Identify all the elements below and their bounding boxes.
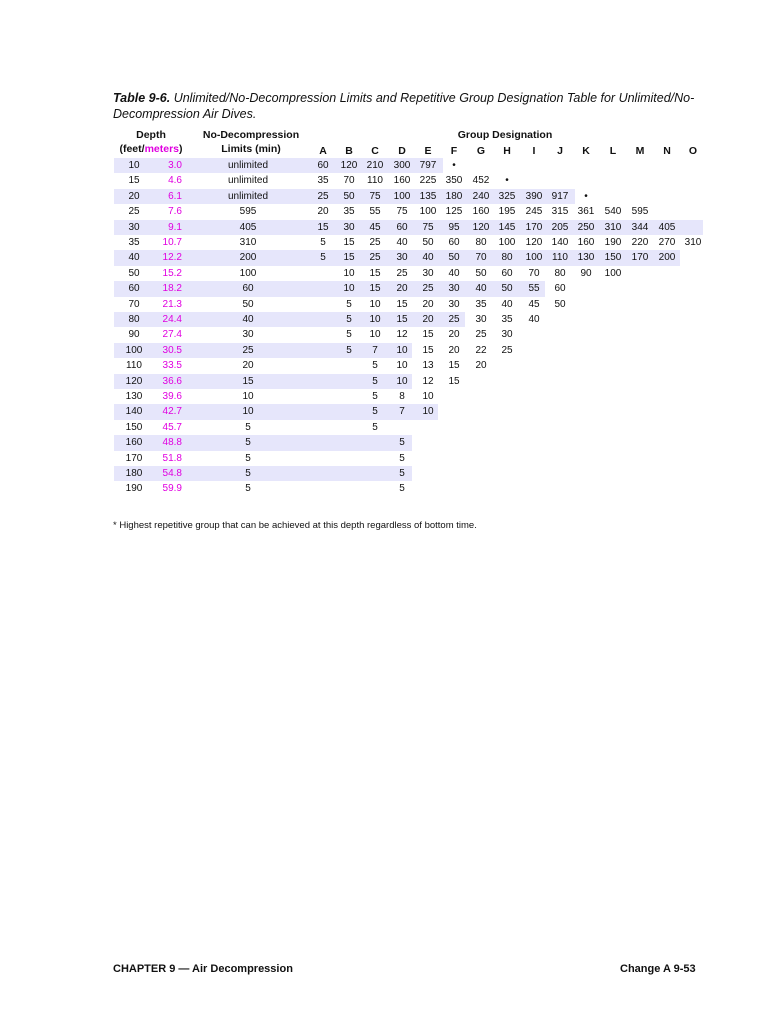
group-cell: 10	[422, 406, 434, 418]
depth-meters-cell: 24.4	[162, 314, 182, 325]
group-cell: 5	[372, 360, 378, 372]
ndl-header	[196, 128, 306, 156]
group-cell: 70	[343, 175, 355, 187]
group-cell: 45	[528, 298, 540, 310]
group-cell: 5	[372, 406, 378, 418]
group-cell: 20	[448, 344, 460, 356]
depth-feet-cell: 70	[128, 298, 140, 310]
depth-header-line2	[116, 142, 186, 156]
group-header-a: A	[319, 145, 327, 157]
group-cell: 20	[396, 283, 408, 295]
group-cell: 10	[369, 314, 381, 325]
depth-feet-cell: 140	[125, 406, 143, 418]
ndl-cell: 100	[239, 267, 257, 279]
group-header-g: G	[476, 145, 486, 157]
depth-meters-cell: 4.6	[168, 175, 182, 187]
group-cell: 50	[501, 283, 513, 295]
depth-meters-cell: 42.7	[162, 406, 182, 418]
group-cell: 40	[422, 252, 434, 264]
depth-feet-cell: 110	[126, 360, 142, 372]
depth-meters-cell: 48.8	[162, 437, 182, 449]
group-cell: 5	[346, 344, 352, 356]
depth-meters-cell: 39.6	[162, 391, 182, 402]
group-cell: 30	[396, 252, 408, 264]
ndl-cell: 5	[245, 468, 251, 479]
depth-feet-cell: 20	[128, 190, 140, 202]
depth-feet-cell: 150	[125, 421, 143, 433]
depth-feet-cell: 35	[128, 237, 140, 248]
group-cell: 30	[448, 298, 460, 310]
depth-meters-cell: 30.5	[162, 344, 182, 356]
group-cell: 7	[399, 406, 405, 418]
group-cell: 100	[393, 190, 411, 202]
group-cell: 15	[396, 314, 408, 325]
group-cell: 170	[525, 221, 543, 233]
group-cell: 5	[399, 483, 405, 495]
group-cell: 95	[448, 221, 460, 233]
ndl-cell: 50	[242, 298, 254, 310]
group-cell: 205	[551, 221, 569, 233]
depth-meters-cell: 51.8	[162, 452, 182, 464]
depth-feet-cell: 160	[125, 437, 143, 449]
ndl-header-line2: Limits (min)	[221, 143, 281, 155]
footer-page: Change A 9-53	[620, 963, 696, 975]
depth-feet-cell: 120	[125, 375, 143, 387]
group-cell: 160	[472, 206, 490, 218]
group-cell: 15	[422, 344, 434, 356]
group-cell: 10	[396, 375, 408, 387]
depth-feet-cell: 15	[128, 175, 140, 187]
group-cell: 5	[372, 375, 378, 387]
group-cell: 315	[551, 206, 569, 218]
ndl-header-line1: No-Decompression	[202, 129, 300, 141]
group-cell: 55	[528, 283, 540, 295]
ndl-cell: unlimited	[227, 160, 269, 171]
group-cell: 540	[604, 206, 622, 218]
group-cell: 361	[577, 206, 595, 218]
group-cell: 25	[501, 344, 513, 356]
group-cell: 405	[658, 221, 676, 233]
ndl-cell: 30	[242, 329, 254, 341]
group-cell: 60	[396, 221, 408, 233]
group-cell: 110	[552, 252, 568, 264]
group-cell: 15	[343, 252, 355, 264]
group-cell: 5	[372, 391, 378, 402]
group-cell: 100	[419, 206, 437, 218]
depth-feet-cell: 90	[128, 329, 140, 341]
group-cell: 30	[475, 314, 487, 325]
group-cell: 5	[346, 298, 352, 310]
group-cell: 5	[399, 468, 405, 479]
ndl-cell: 5	[245, 437, 251, 449]
group-cell: 160	[577, 237, 595, 248]
group-cell: 40	[396, 237, 408, 248]
ndl-cell: 5	[245, 452, 251, 464]
group-cell: 15	[448, 360, 460, 372]
group-cell: 13	[422, 360, 434, 372]
group-cell: 60	[501, 267, 513, 279]
group-cell: 15	[396, 298, 408, 310]
group-cell: 15	[343, 237, 355, 248]
group-cell: 80	[501, 252, 513, 264]
group-cell: 145	[498, 221, 516, 233]
group-cell: 20	[448, 329, 460, 341]
group-cell: 50	[554, 298, 566, 310]
ndl-cell: 60	[242, 283, 254, 295]
ndl-cell: 405	[239, 221, 257, 233]
group-cell: 245	[525, 206, 543, 218]
depth-feet-cell: 170	[125, 452, 143, 464]
group-cell: 120	[340, 160, 358, 171]
group-cell: 180	[445, 190, 463, 202]
group-cell: 160	[393, 175, 411, 187]
group-cell: 135	[419, 190, 437, 202]
group-cell: 20	[422, 314, 434, 325]
footer-chapter: CHAPTER 9 — Air Decompression	[113, 963, 293, 975]
group-cell: 20	[317, 206, 329, 218]
group-cell: 100	[525, 252, 543, 264]
group-cell: 10	[343, 283, 355, 295]
group-cell: 310	[604, 221, 622, 233]
group-cell: 40	[528, 314, 540, 325]
depth-meters-cell: 7.6	[168, 206, 182, 218]
group-cell: 12	[422, 375, 434, 387]
group-cell: 344	[631, 221, 649, 233]
ndl-cell: 595	[239, 206, 257, 218]
group-cell: 25	[396, 267, 408, 279]
group-cell: 5	[346, 329, 352, 341]
group-cell: 40	[501, 298, 513, 310]
group-cell: 45	[369, 221, 381, 233]
group-cell: 8	[399, 391, 405, 402]
depth-meters-cell: 10.7	[162, 237, 182, 248]
group-cell: 80	[475, 237, 487, 248]
table-title: Unlimited/No-Decompression Limits and Repetitive Group Designation Table for Unlimited/No-Decompression Air Dives.	[113, 91, 695, 121]
group-cell: 5	[372, 421, 378, 433]
group-header-i: I	[532, 145, 536, 157]
group-cell: 25	[369, 237, 381, 248]
group-cell: 30	[448, 283, 460, 295]
group-cell: 10	[343, 267, 355, 279]
group-cell: 22	[475, 344, 487, 356]
table-number: Table 9-6.	[113, 91, 171, 105]
depth-feet-cell: 80	[128, 314, 140, 325]
group-cell: 5	[320, 237, 326, 248]
depth-header-line1: Depth	[136, 129, 166, 141]
group-cell: •	[505, 175, 509, 187]
group-cell: 125	[445, 206, 463, 218]
group-cell: 170	[631, 252, 649, 264]
group-cell: 120	[472, 221, 490, 233]
group-cell: 25	[317, 190, 329, 202]
group-cell: 300	[393, 160, 411, 171]
group-cell: 110	[367, 175, 383, 187]
group-cell: 10	[422, 391, 434, 402]
footnote: * Highest repetitive group that can be achieved at this depth regardless of bottom time.	[113, 520, 477, 531]
group-cell: 10	[396, 360, 408, 372]
group-cell: 35	[343, 206, 355, 218]
group-cell: 15	[369, 267, 381, 279]
group-cell: 250	[577, 221, 595, 233]
group-cell: 7	[372, 344, 378, 356]
group-cell: 310	[684, 237, 702, 248]
group-cell: 190	[604, 237, 622, 248]
group-cell: 40	[475, 283, 487, 295]
group-header-b: B	[345, 145, 353, 157]
group-cell: 60	[317, 160, 329, 171]
group-cell: 15	[369, 283, 381, 295]
depth-feet-cell: 30	[128, 221, 140, 233]
group-header-f: F	[450, 145, 458, 157]
depth-meters-cell: 21.3	[162, 298, 182, 310]
group-cell: 270	[658, 237, 676, 248]
group-cell: 210	[366, 160, 384, 171]
group-cell: 200	[658, 252, 676, 264]
depth-feet-cell: 40	[128, 252, 140, 264]
group-cell: 70	[528, 267, 540, 279]
group-cell: 60	[448, 237, 460, 248]
group-cell: 100	[604, 267, 622, 279]
ndl-cell: unlimited	[227, 175, 269, 187]
group-cell: 50	[343, 190, 355, 202]
group-header-j: J	[557, 145, 563, 157]
group-cell: 10	[369, 298, 381, 310]
ndl-cell: 20	[242, 360, 254, 372]
group-header-m: M	[635, 145, 645, 157]
depth-feet-cell: 180	[125, 468, 143, 479]
depth-meters-cell: 9.1	[168, 221, 182, 233]
group-cell: 30	[501, 329, 513, 341]
depth-meters-cell: 33.5	[162, 360, 182, 372]
depth-meters-cell: 27.4	[162, 329, 182, 341]
depth-header-feet: (feet/	[119, 143, 145, 155]
group-cell: 12	[396, 329, 408, 341]
group-cell: 80	[554, 267, 566, 279]
depth-feet-cell: 190	[125, 483, 143, 495]
depth-meters-cell: 59.9	[162, 483, 182, 495]
group-cell: 220	[631, 237, 649, 248]
group-header-d: D	[398, 145, 406, 157]
group-cell: 25	[422, 283, 434, 295]
group-cell: 5	[320, 252, 326, 264]
group-cell: 70	[475, 252, 487, 264]
ndl-cell: 25	[242, 344, 254, 356]
group-cell: 150	[604, 252, 622, 264]
group-cell: 20	[475, 360, 487, 372]
depth-meters-cell: 54.8	[162, 468, 182, 479]
group-cell: 35	[475, 298, 487, 310]
group-cell: •	[452, 160, 456, 171]
group-cell: 595	[631, 206, 649, 218]
depth-meters-cell: 3.0	[168, 160, 182, 171]
ndl-cell: 310	[239, 237, 257, 248]
ndl-cell: 5	[245, 483, 251, 495]
depth-feet-cell: 25	[128, 206, 140, 218]
group-cell: 15	[448, 375, 460, 387]
depth-meters-cell: 45.7	[162, 421, 182, 433]
group-header: Group Designation	[457, 129, 553, 141]
group-cell: 140	[551, 237, 569, 248]
group-cell: 25	[369, 252, 381, 264]
group-cell: 917	[551, 190, 569, 202]
group-cell: 30	[343, 221, 355, 233]
group-cell: 35	[501, 314, 513, 325]
group-cell: 100	[498, 237, 516, 248]
group-cell: 797	[419, 160, 437, 171]
group-cell: 75	[396, 206, 408, 218]
group-cell: 130	[577, 252, 595, 264]
group-header-n: N	[663, 145, 671, 157]
ndl-cell: 10	[242, 406, 254, 418]
ndl-cell: 5	[245, 421, 251, 433]
group-header-e: E	[424, 145, 432, 157]
group-cell: 10	[369, 329, 381, 341]
group-cell: 350	[445, 175, 463, 187]
depth-meters-cell: 18.2	[162, 283, 182, 295]
group-cell: 90	[580, 267, 592, 279]
depth-feet-cell: 10	[128, 160, 140, 171]
group-cell: 225	[419, 175, 437, 187]
depth-feet-cell: 60	[128, 283, 140, 295]
depth-feet-cell: 130	[125, 391, 143, 402]
group-cell: 452	[472, 175, 490, 187]
group-cell: 325	[498, 190, 516, 202]
ndl-cell: 15	[242, 375, 254, 387]
group-cell: 25	[448, 314, 460, 325]
group-cell: 55	[369, 206, 381, 218]
depth-header-meters: meters	[144, 143, 180, 155]
depth-header	[116, 128, 186, 156]
depth-header-close: )	[179, 143, 183, 155]
group-header-k: K	[582, 145, 590, 157]
depth-meters-cell: 15.2	[162, 267, 182, 279]
depth-feet-cell: 100	[125, 344, 143, 356]
ndl-cell: 200	[239, 252, 257, 264]
ndl-cell: unlimited	[227, 190, 269, 202]
group-cell: 25	[475, 329, 487, 341]
table-caption	[113, 90, 713, 122]
group-header-l: L	[609, 145, 617, 157]
group-cell: 5	[346, 314, 352, 325]
depth-meters-cell: 12.2	[162, 252, 182, 264]
group-cell: 120	[525, 237, 543, 248]
group-cell: 390	[525, 190, 543, 202]
group-cell: 195	[498, 206, 516, 218]
group-header-c: C	[371, 145, 379, 157]
group-cell: 15	[317, 221, 329, 233]
group-cell: 10	[396, 344, 408, 356]
group-cell: 50	[422, 237, 434, 248]
group-header-o: O	[688, 145, 698, 157]
group-cell: 5	[399, 437, 405, 449]
depth-feet-cell: 50	[128, 267, 140, 279]
depth-meters-cell: 6.1	[168, 190, 182, 202]
group-cell: 5	[399, 452, 405, 464]
depth-meters-cell: 36.6	[162, 375, 182, 387]
group-cell: 20	[422, 298, 434, 310]
group-cell: 75	[422, 221, 434, 233]
group-cell: 240	[472, 190, 490, 202]
group-cell: 50	[448, 252, 460, 264]
group-cell: 30	[422, 267, 434, 279]
group-cell: 50	[475, 267, 487, 279]
group-cell: •	[584, 190, 588, 202]
group-header-h: H	[503, 145, 511, 157]
ndl-cell: 10	[242, 391, 254, 402]
group-cell: 60	[554, 283, 566, 295]
group-cell: 35	[317, 175, 329, 187]
group-cell: 75	[369, 190, 381, 202]
group-cell: 40	[448, 267, 460, 279]
group-cell: 15	[422, 329, 434, 341]
ndl-cell: 40	[242, 314, 254, 325]
